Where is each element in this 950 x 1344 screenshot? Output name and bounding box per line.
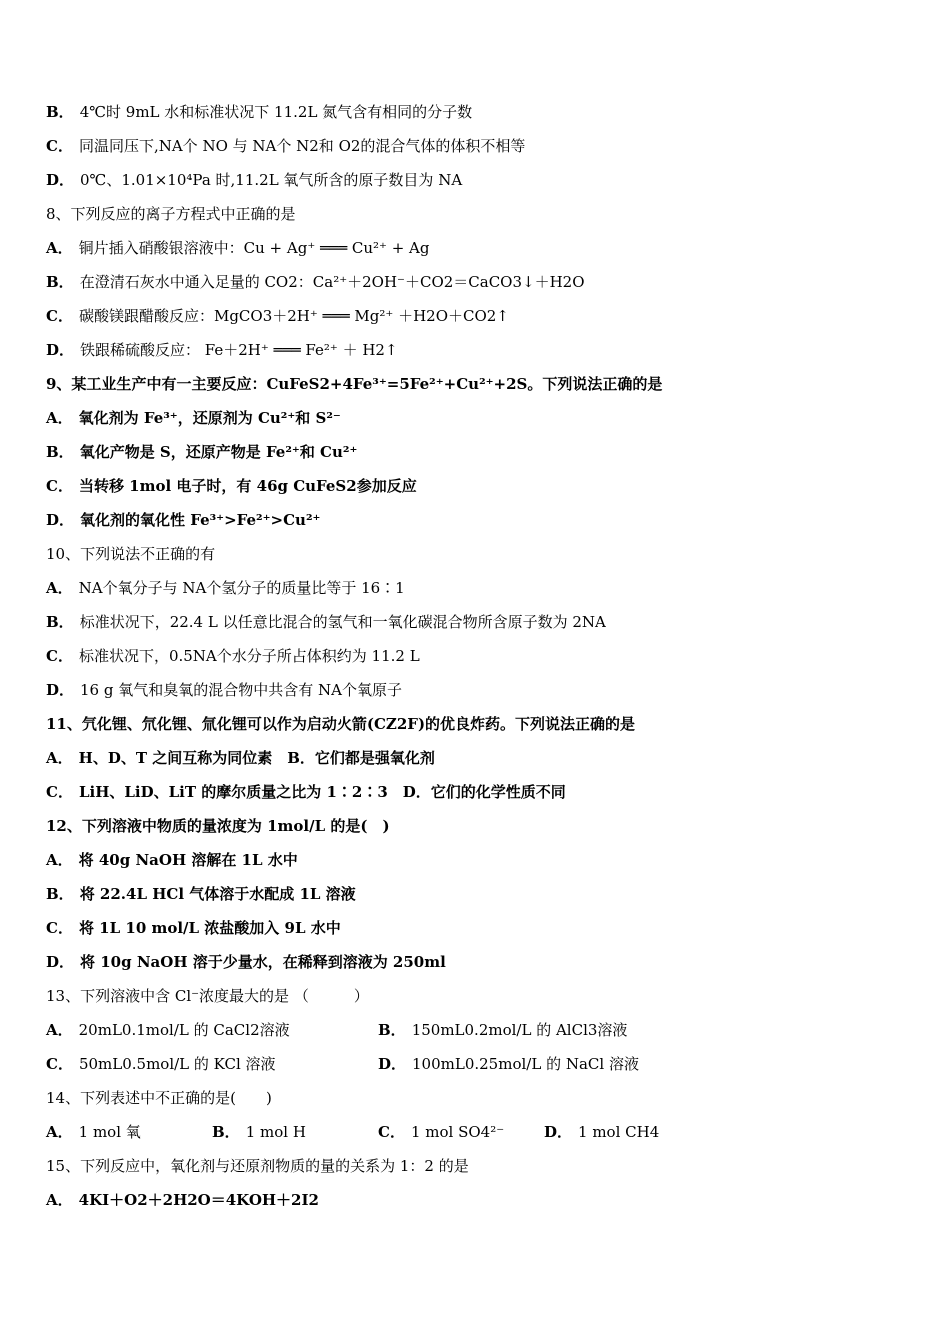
q11-options-ab: A． H、D、T 之间互称为同位素 B．它们都是强氧化剂: [46, 749, 435, 767]
q7-option-c: C． 同温同压下,NA个 NO 与 NA个 N2和 O2的混合气体的体积不相等: [46, 137, 526, 155]
q13-option-c: C． 50mL0.5mol/L 的 KCl 溶液: [46, 1055, 276, 1073]
q14-option-a: A． 1 mol 氧: [46, 1123, 141, 1141]
q9-title: 9、某工业生产中有一主要反应：CuFeS2+4Fe³⁺=5Fe²⁺+Cu²⁺+2S。下列说法正确的是: [46, 375, 663, 393]
q11-options-cd: C． LiH、LiD、LiT 的摩尔质量之比为 1∶2∶3 D．它们的化学性质不同: [46, 783, 566, 801]
q12-option-d: D． 将 10g NaOH 溶于少量水，在稀释到溶液为 250ml: [46, 953, 446, 971]
q9-option-a: A． 氧化剂为 Fe³⁺，还原剂为 Cu²⁺和 S²⁻: [46, 409, 341, 427]
q14-title: 14、下列表述中不正确的是( ): [46, 1089, 272, 1107]
q13-title: 13、下列溶液中含 Cl⁻浓度最大的是 （ ）: [46, 987, 369, 1005]
q13-option-d: D． 100mL0.25mol/L 的 NaCl 溶液: [378, 1055, 639, 1073]
q12-option-b: B． 将 22.4L HCl 气体溶于水配成 1L 溶液: [46, 885, 356, 903]
q14-option-d: D． 1 mol CH4: [544, 1123, 660, 1141]
q8-option-b: B． 在澄清石灰水中通入足量的 CO2：Ca²⁺＋2OH⁻＋CO2＝CaCO3↓＋H2O: [46, 273, 585, 291]
q12-option-a: A． 将 40g NaOH 溶解在 1L 水中: [46, 851, 298, 869]
q12-option-c: C． 将 1L 10 mol/L 浓盐酸加入 9L 水中: [46, 919, 341, 937]
q10-title: 10、下列说法不正确的有: [46, 545, 216, 563]
q14-option-c: C． 1 mol SO4²⁻: [378, 1123, 505, 1141]
q15-option-a: A． 4KI＋O2＋2H2O＝4KOH＋2I2: [46, 1191, 319, 1209]
q13-option-b: B． 150mL0.2mol/L 的 AlCl3溶液: [378, 1021, 628, 1039]
q10-option-b: B． 标准状况下，22.4 L 以任意比混合的氢气和一氧化碳混合物所含原子数为 2NA: [46, 613, 606, 631]
q7-option-b: B． 4℃时 9mL 水和标准状况下 11.2L 氮气含有相同的分子数: [46, 103, 473, 121]
q10-option-a: A． NA个氧分子与 NA个氢分子的质量比等于 16∶1: [46, 579, 405, 597]
q8-option-a: A． 铜片插入硝酸银溶液中：Cu + Ag⁺ ═══ Cu²⁺ + Ag: [46, 239, 430, 257]
q8-title: 8、下列反应的离子方程式中正确的是: [46, 205, 296, 223]
q10-option-c: C． 标准状况下，0.5NA个水分子所占体积约为 11.2 L: [46, 647, 420, 665]
q8-option-d: D． 铁跟稀硫酸反应： Fe＋2H⁺ ═══ Fe²⁺ ＋ H2↑: [46, 341, 398, 359]
q14-option-b: B． 1 mol H: [212, 1123, 306, 1141]
q10-option-d: D． 16 g 氧气和臭氧的混合物中共含有 NA个氧原子: [46, 681, 402, 699]
q9-option-d: D． 氧化剂的氧化性 Fe³⁺>Fe²⁺>Cu²⁺: [46, 511, 321, 529]
q9-option-b: B． 氧化产物是 S，还原产物是 Fe²⁺和 Cu²⁺: [46, 443, 358, 461]
q15-title: 15、下列反应中，氧化剂与还原剂物质的量的关系为 1：2 的是: [46, 1157, 469, 1175]
q9-option-c: C． 当转移 1mol 电子时，有 46g CuFeS2参加反应: [46, 477, 417, 495]
q8-option-c: C． 碳酸镁跟醋酸反应：MgCO3＋2H⁺ ═══ Mg²⁺ ＋H2O＋CO2↑: [46, 307, 509, 325]
q11-title: 11、氕化锂、氘化锂、氚化锂可以作为启动火箭(CZ2F)的优良炸药。下列说法正确的是: [46, 715, 636, 733]
q7-option-d: D． 0℃、1.01×10⁴Pa 时,11.2L 氧气所含的原子数目为 NA: [46, 171, 463, 189]
q12-title: 12、下列溶液中物质的量浓度为 1mol/L 的是( ): [46, 817, 390, 835]
q13-option-a: A． 20mL0.1mol/L 的 CaCl2溶液: [46, 1021, 290, 1039]
